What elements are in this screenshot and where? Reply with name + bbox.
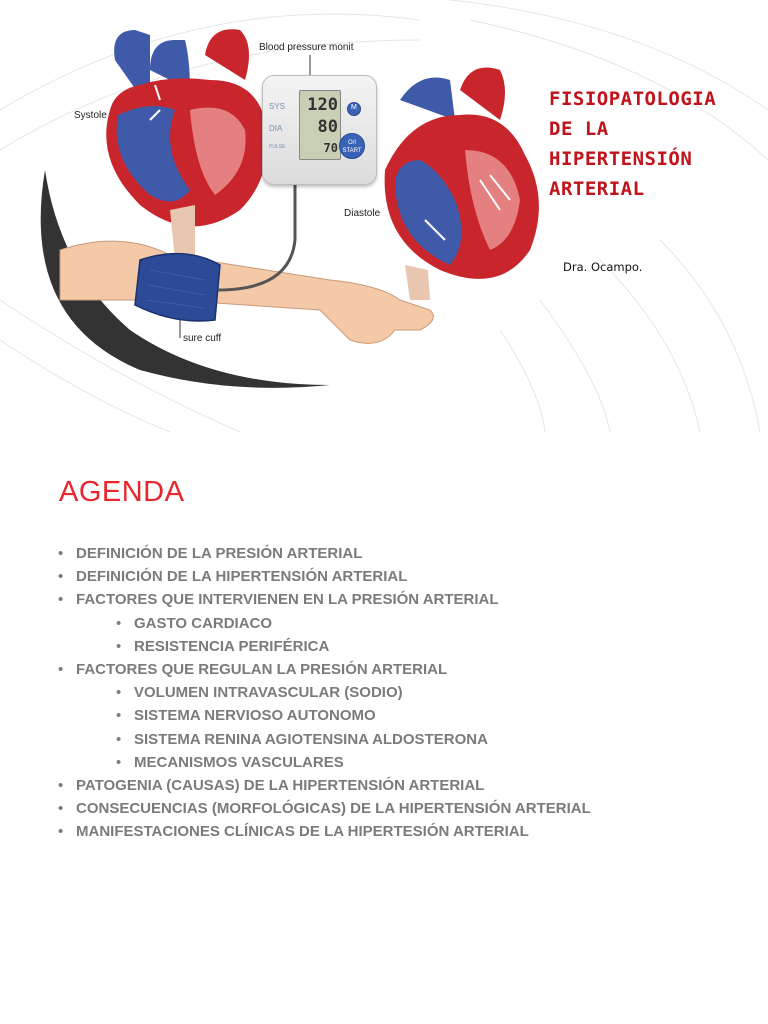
title-line: HIPERTENSIÓN [549, 148, 693, 170]
cuff-label: sure cuff [183, 333, 222, 344]
agenda-item [58, 658, 591, 681]
agenda-subitem [58, 751, 591, 774]
agenda-subitem [58, 704, 591, 727]
agenda-item-text: CONSECUENCIAS (MORFOLÓGICAS) DE LA HIPERTENSIÓN ARTERIAL [76, 800, 591, 818]
hypertension-illustration [0, 0, 768, 432]
agenda-item-text: FACTORES QUE REGULAN LA PRESIÓN ARTERIAL [76, 660, 448, 678]
agenda-item-text: DEFINICIÓN DE LA PRESIÓN ARTERIAL [76, 545, 363, 562]
bullet-icon: • [116, 707, 122, 725]
agenda-item-text: MECANISMOS VASCULARES [134, 753, 344, 771]
systole-label: Systole [74, 110, 107, 121]
bullet-icon: • [58, 776, 64, 794]
title-line: DE LA [549, 118, 609, 140]
memory-button-label: M [351, 104, 357, 111]
agenda-item [58, 542, 591, 565]
pulse-reading: 70 [323, 141, 338, 155]
bullet-icon: • [58, 660, 64, 678]
agenda-slide [0, 432, 768, 1024]
author-name: Dra. Ocampo. [563, 260, 643, 274]
agenda-subitem [58, 728, 591, 751]
bullet-icon: • [58, 591, 64, 609]
memory-button [347, 102, 361, 116]
pulse-label: PULSE [269, 144, 286, 150]
agenda-subitem [58, 681, 591, 704]
bullet-icon: • [58, 545, 64, 562]
dia-reading: 80 [317, 117, 338, 137]
bullet-icon: • [116, 730, 122, 748]
sys-reading: 120 [307, 95, 338, 115]
agenda-list [58, 542, 591, 843]
blood-pressure-monitor [262, 75, 377, 185]
agenda-item-text: PATOGENIA (CAUSAS) DE LA HIPERTENSIÓN ARTERIAL [76, 776, 485, 794]
bullet-icon: • [116, 753, 122, 771]
bullet-icon: • [116, 684, 122, 702]
agenda-item-text: SISTEMA NERVIOSO AUTONOMO [134, 707, 376, 725]
agenda-item [58, 797, 591, 820]
bullet-icon: • [58, 823, 64, 841]
heart-diastole-image [385, 68, 539, 301]
monitor-label: Blood pressure monit [259, 42, 354, 53]
monitor-screen [299, 90, 341, 160]
agenda-item-text: RESISTENCIA PERIFÉRICA [134, 637, 330, 655]
agenda-item-text: DEFINICIÓN DE LA HIPERTENSIÓN ARTERIAL [76, 568, 408, 586]
agenda-subitem [58, 635, 591, 658]
title-line: ARTERIAL [549, 178, 645, 200]
agenda-item [58, 588, 591, 611]
agenda-subitem [58, 612, 591, 635]
agenda-item-text: VOLUMEN INTRAVASCULAR (SODIO) [134, 684, 403, 702]
heart-systole-image [106, 29, 267, 260]
agenda-item-text: GASTO CARDIACO [134, 614, 273, 632]
agenda-item-text: FACTORES QUE INTERVIENEN EN LA PRESIÓN ARTERIAL [76, 591, 499, 609]
agenda-item [58, 565, 591, 588]
agenda-item [58, 820, 591, 843]
bullet-icon: • [58, 568, 64, 586]
sys-label: SYS [269, 102, 286, 111]
agenda-item-text: SISTEMA RENINA AGIOTENSINA ALDOSTERONA [134, 730, 488, 748]
agenda-title: AGENDA [59, 476, 185, 508]
start-button: O/I START [339, 133, 365, 159]
bullet-icon: • [116, 614, 122, 632]
title-slide [0, 0, 768, 432]
agenda-item [58, 774, 591, 797]
title-line: FISIOPATOLOGIA [549, 88, 717, 110]
agenda-item-text: MANIFESTACIONES CLÍNICAS DE LA HIPERTESIÓN ARTERIAL [76, 823, 529, 841]
bullet-icon: • [116, 637, 122, 655]
dia-label: DIA [269, 124, 283, 133]
presentation-title [549, 84, 749, 204]
bullet-icon: • [58, 800, 64, 818]
diastole-label: Diastole [344, 208, 381, 219]
